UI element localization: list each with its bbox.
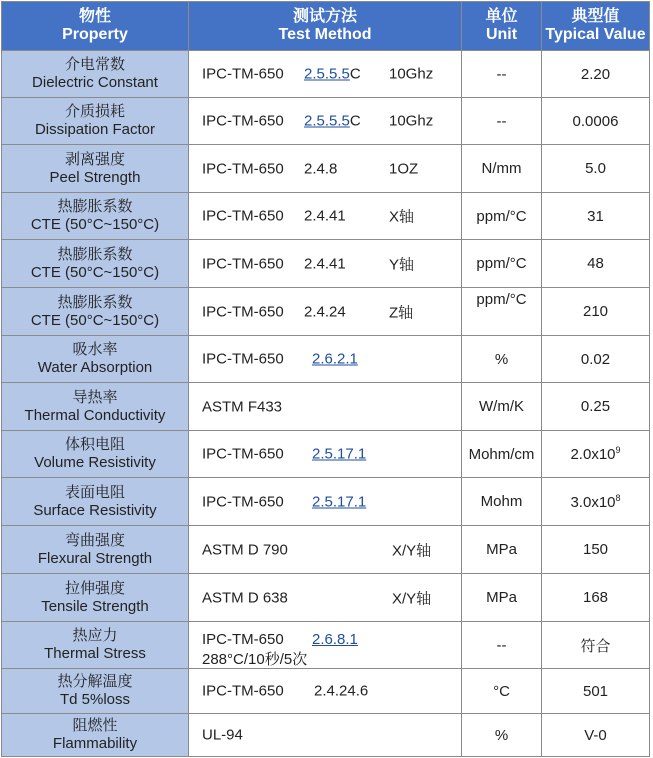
value-cell: 210: [542, 288, 650, 336]
unit-cell: --: [462, 98, 542, 145]
unit-cell: °C: [462, 669, 542, 714]
value-cell: $3.0x10^8$: [542, 478, 650, 526]
method-section: 2.4.41: [304, 255, 346, 272]
property-cell: 导热率 Thermal Conductivity: [2, 383, 189, 431]
table-row: [2, 336, 650, 383]
value-cell: 150: [542, 526, 650, 574]
table-row: [2, 240, 650, 288]
table-row: [2, 288, 650, 336]
property-cell: 剥离强度 Peel Strength: [2, 145, 189, 193]
table-row: [2, 193, 650, 240]
property-cell: 介电常数 Dielectric Constant: [2, 51, 189, 98]
method-standard: IPC-TM-650: [202, 303, 284, 320]
unit-cell: %: [462, 336, 542, 383]
method-standard: IPC-TM-650: [202, 65, 284, 83]
unit-cell: --: [462, 622, 542, 669]
method-standard: ASTM F433: [202, 398, 283, 415]
method-standard: IPC-TM-650: [202, 493, 284, 510]
table-row: [2, 622, 650, 669]
method-standard: IPC-TM-650: [202, 631, 284, 648]
method-cell: [189, 288, 462, 336]
unit-cell: Mohm/cm: [462, 431, 542, 478]
unit-cell: MPa: [462, 526, 542, 574]
method-section: 2.4.8: [304, 160, 338, 177]
method-cell: [189, 714, 462, 757]
unit-cell: --: [462, 51, 542, 98]
property-cell: 热分解温度 Td 5%loss: [2, 669, 189, 714]
table-row: [2, 526, 650, 574]
method-cell: [189, 669, 462, 714]
method-condition: Z轴: [389, 304, 414, 321]
method-section: 2.4.24.6: [314, 682, 369, 700]
unit-cell: W/m/K: [462, 383, 542, 431]
method-standard: UL-94: [202, 726, 243, 744]
method-condition: X/Y轴: [392, 542, 432, 559]
unit-cell: MPa: [462, 574, 542, 622]
property-cell: 表面电阻 Surface Resistivity: [2, 478, 189, 526]
method-cell: [189, 193, 462, 240]
method-condition: 1OZ: [389, 160, 419, 177]
value-cell: $2.0x10^9$: [542, 431, 650, 478]
table-row: [2, 574, 650, 622]
table-row: [2, 669, 650, 714]
method-standard: ASTM D 638: [202, 589, 288, 606]
unit-cell: Mohm: [462, 478, 542, 526]
method-section: 2.4.41: [304, 207, 346, 225]
method-cell: [189, 526, 462, 574]
method-standard: IPC-TM-650: [202, 682, 284, 700]
property-cell: 阻燃性 Flammability: [2, 714, 189, 757]
method-standard: IPC-TM-650: [202, 160, 284, 177]
method-cell: [189, 383, 462, 431]
method-section-link[interactable]: 2.5.17.1: [312, 493, 367, 510]
method-section-link[interactable]: 2.5.5.5: [304, 65, 350, 83]
property-cell: 弯曲强度 Flexural Strength: [2, 526, 189, 574]
unit-cell: N/mm: [462, 145, 542, 193]
table-row: [2, 383, 650, 431]
unit-cell: ppm/°C: [462, 193, 542, 240]
method-standard: IPC-TM-650: [202, 255, 284, 272]
method-cell: [189, 478, 462, 526]
method-cell: IPC-TM-650 2.5.5.5C 10Ghz: [189, 51, 462, 98]
value-cell: 501: [542, 669, 650, 714]
table-row: [2, 431, 650, 478]
property-cell: 拉伸强度 Tensile Strength: [2, 574, 189, 622]
method-standard: IPC-TM-650: [202, 350, 284, 368]
method-cell: [189, 240, 462, 288]
method-condition: Y轴: [389, 256, 415, 273]
value-cell: 48: [542, 240, 650, 288]
method-standard: IPC-TM-650: [202, 112, 284, 130]
method-section-link[interactable]: 2.6.2.1: [312, 350, 358, 368]
property-cell: 热膨胀系数 CTE (50°C~150°C): [2, 193, 189, 240]
method-standard: IPC-TM-650: [202, 445, 284, 463]
method-cell: [189, 622, 462, 669]
value-cell: 0.0006: [542, 98, 650, 145]
property-table: [1, 1, 650, 757]
unit-cell: ppm/°C: [462, 288, 542, 336]
method-cell: [189, 145, 462, 193]
header-test-method: 测试方法 Test Method: [189, 2, 462, 51]
value-cell: 31: [542, 193, 650, 240]
method-condition: X/Y轴: [392, 590, 432, 607]
method-cell: IPC-TM-650 2.5.5.5C 10Ghz: [189, 98, 462, 145]
header-property: 物性 Property: [2, 2, 189, 51]
value-cell: 0.25: [542, 383, 650, 431]
table-header-row: [2, 2, 650, 51]
method-cell: [189, 431, 462, 478]
table-row: [2, 51, 650, 98]
property-cell: 热膨胀系数 CTE (50°C~150°C): [2, 288, 189, 336]
property-cell: 吸水率 Water Absorption: [2, 336, 189, 383]
method-cell: [189, 574, 462, 622]
method-section-link[interactable]: 2.6.8.1: [312, 631, 358, 648]
value-cell: 符合: [542, 622, 650, 669]
property-cell: 热应力 Thermal Stress: [2, 622, 189, 669]
method-standard: ASTM D 790: [202, 541, 288, 558]
property-cell: 介质损耗 Dissipation Factor: [2, 98, 189, 145]
method-section-link[interactable]: 2.5.5.5: [304, 112, 350, 130]
method-note: 288°C/10秒/5次: [202, 651, 308, 668]
unit-cell: ppm/°C: [462, 240, 542, 288]
value-cell: 0.02: [542, 336, 650, 383]
property-cell: 体积电阻 Volume Resistivity: [2, 431, 189, 478]
table-row: [2, 98, 650, 145]
method-section: 2.4.24: [304, 303, 346, 320]
header-typical-value: 典型值 Typical Value: [542, 2, 650, 51]
value-cell: V-0: [542, 714, 650, 757]
table-row: [2, 714, 650, 757]
value-cell: 168: [542, 574, 650, 622]
property-cell: 热膨胀系数 CTE (50°C~150°C): [2, 240, 189, 288]
unit-cell: %: [462, 714, 542, 757]
value-cell: 2.20: [542, 51, 650, 98]
method-standard: IPC-TM-650: [202, 207, 284, 225]
method-condition: X轴: [389, 208, 415, 226]
table-row: [2, 478, 650, 526]
method-cell: [189, 336, 462, 383]
header-unit: 单位 Unit: [462, 2, 542, 51]
table-row: [2, 145, 650, 193]
value-cell: 5.0: [542, 145, 650, 193]
method-condition: 10Ghz: [389, 65, 434, 83]
method-condition: 10Ghz: [389, 112, 434, 130]
method-section-link[interactable]: 2.5.17.1: [312, 445, 367, 463]
